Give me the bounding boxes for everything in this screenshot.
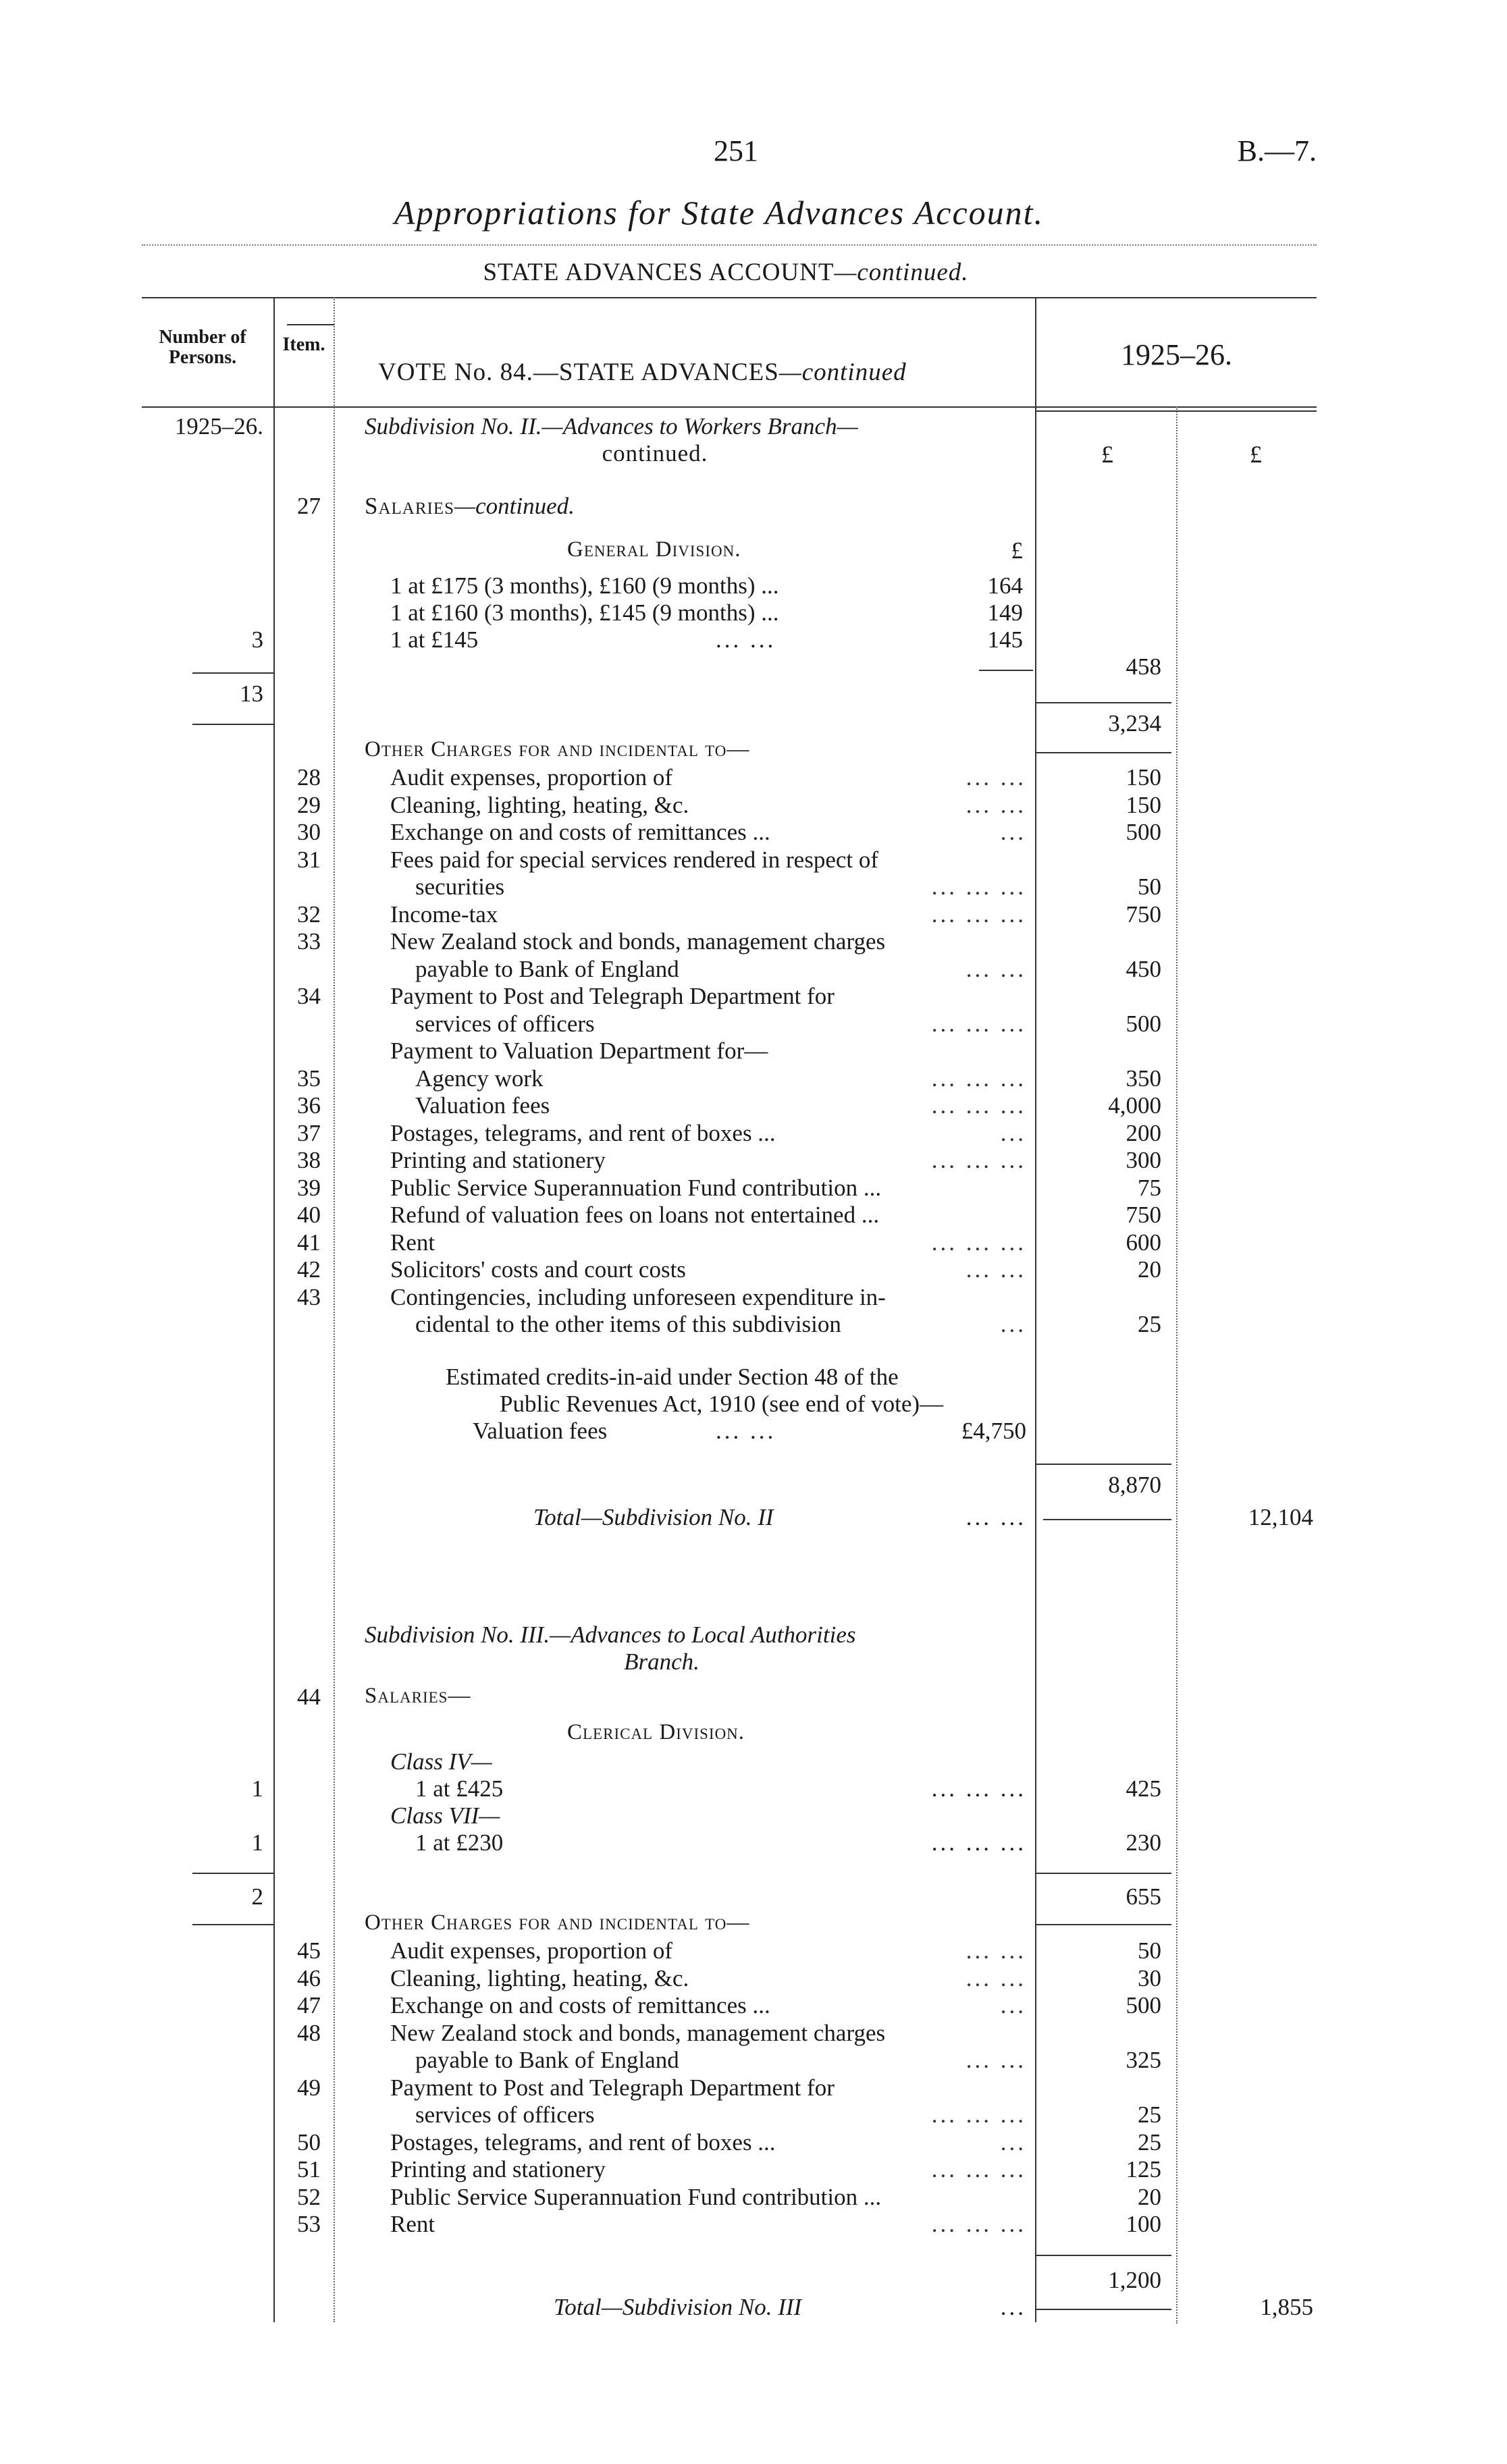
- salaries-total: 458: [1126, 653, 1161, 680]
- inner-total-rule: [979, 670, 1033, 671]
- charge-row: [0, 928, 1507, 955]
- charge-amount: 25: [1138, 2101, 1161, 2128]
- amount-rule: [1036, 1464, 1171, 1465]
- charge-row: [0, 956, 1507, 983]
- class-vii-amount: 230: [1126, 1829, 1161, 1856]
- account-name: STATE ADVANCES ACCOUNT: [483, 259, 835, 286]
- charge-description: payable to Bank of England: [415, 2047, 679, 2073]
- charge-description: services of officers: [415, 1010, 595, 1037]
- credits-dots: ... ...: [716, 1418, 776, 1444]
- charge-description: payable to Bank of England: [415, 955, 679, 982]
- charge-amount: 500: [1126, 1992, 1161, 2018]
- charges-total: 1,200: [1108, 2267, 1161, 2293]
- leader-dots: ... ...: [966, 791, 1026, 818]
- charge-description: Payment to Valuation Department for—: [390, 1038, 768, 1064]
- charge-row: [0, 792, 1507, 819]
- charge-row: [0, 874, 1507, 901]
- charge-amount: 25: [1138, 1311, 1161, 1337]
- subdivision-iii-charges: [0, 1937, 1507, 2255]
- charge-amount: 25: [1138, 2128, 1161, 2155]
- charge-description: Exchange on and costs of remittances ...: [390, 819, 770, 845]
- number-of-persons-header: Number of Persons.: [159, 327, 246, 368]
- charge-item-number: 36: [297, 1092, 321, 1119]
- salaries-suffix: —continued.: [454, 493, 575, 519]
- charge-item-number: 31: [297, 846, 321, 873]
- class-iv-heading: Class IV—: [390, 1748, 492, 1775]
- year-header: 1925–26.: [1121, 338, 1232, 371]
- charge-description: Income-tax: [390, 901, 498, 928]
- persons-year: 1925–26.: [174, 413, 263, 439]
- charge-item-number: 37: [297, 1119, 321, 1146]
- charge-item-number: 30: [297, 819, 321, 845]
- leader-dots: ... ...: [966, 2047, 1026, 2073]
- charge-amount: 600: [1126, 1229, 1161, 1256]
- charge-row: [0, 2047, 1507, 2074]
- persons-total-rule: [192, 1873, 273, 1874]
- charge-description: securities: [415, 874, 505, 900]
- charge-row: [0, 847, 1507, 874]
- charge-description: Audit expenses, proportion of: [390, 764, 672, 791]
- persons-total: 2: [251, 1883, 263, 1910]
- item-header-rule: [287, 324, 334, 325]
- persons-total: 13: [240, 680, 263, 707]
- charge-amount: 100: [1126, 2211, 1161, 2237]
- charge-item-number: 34: [297, 983, 321, 1009]
- salary-row-persons: 3: [251, 626, 263, 653]
- salaries-heading: Salaries—: [365, 1684, 471, 1708]
- charge-item-number: 39: [297, 1174, 321, 1201]
- charge-item-number: 42: [297, 1256, 321, 1283]
- charge-item-number: 43: [297, 1283, 321, 1310]
- subdivision-iii-title-cont: Branch.: [624, 1649, 699, 1675]
- charge-item-number: 50: [297, 2128, 321, 2155]
- charge-row: [0, 1256, 1507, 1283]
- amount-rule: [1036, 2255, 1171, 2256]
- charge-item-number: 46: [297, 1964, 321, 1991]
- charge-description: Cleaning, lighting, heating, &c.: [390, 791, 689, 818]
- charge-row: [0, 1120, 1507, 1147]
- subdivision-ii-charges: [0, 764, 1507, 1338]
- salary-row-amount: 164: [987, 572, 1023, 599]
- salary-row-desc: 1 at £160 (3 months), £145 (9 months) ...: [390, 599, 779, 626]
- leader-dots: ...: [1000, 1311, 1026, 1337]
- amount-rule: [1036, 1873, 1171, 1874]
- charge-row: [0, 1038, 1507, 1065]
- class-iv-persons: 1: [251, 1775, 263, 1802]
- item-header: Item.: [282, 334, 325, 355]
- clerical-division-heading: Clerical Division.: [567, 1720, 745, 1744]
- leader-dots: ... ... ...: [931, 874, 1026, 900]
- running-total: 3,234: [1108, 710, 1161, 736]
- charge-amount: 450: [1126, 955, 1161, 982]
- charge-row: [0, 2211, 1507, 2238]
- charge-item-number: 48: [297, 2019, 321, 2046]
- charge-description: Postages, telegrams, and rent of boxes ...: [390, 1119, 776, 1146]
- amount-rule: [1043, 1519, 1171, 1520]
- amount-rule: [1036, 752, 1171, 753]
- charge-description: Agency work: [415, 1065, 544, 1092]
- salaries-total: 655: [1126, 1883, 1161, 1910]
- document-reference: B.—7.: [1237, 134, 1317, 167]
- charge-row: [0, 1937, 1507, 1964]
- charge-row: [0, 1992, 1507, 2019]
- charge-row: [0, 2129, 1507, 2156]
- vote-header: [378, 358, 907, 387]
- charge-row: [0, 1965, 1507, 1992]
- charge-item-number: 38: [297, 1147, 321, 1173]
- leader-dots: ... ... ...: [931, 1229, 1026, 1256]
- leader-dots: ...: [1000, 1992, 1026, 2018]
- other-charges-heading: Other Charges for and incidental to—: [365, 737, 750, 761]
- charge-amount: 750: [1126, 901, 1161, 928]
- leader-dots: ...: [1000, 2128, 1026, 2155]
- amount-rule: [1036, 1924, 1171, 1925]
- amount-rule: [1036, 2309, 1171, 2310]
- leader-dots: ... ...: [966, 1937, 1026, 1964]
- leader-dots: ... ...: [966, 955, 1026, 982]
- leader-dots: ... ... ...: [931, 2156, 1026, 2182]
- class-iv-dots: ... ... ...: [931, 1775, 1026, 1802]
- charge-item-number: 29: [297, 791, 321, 818]
- charge-description: Valuation fees: [415, 1092, 550, 1119]
- salary-row-dots: ... ...: [716, 626, 776, 653]
- charge-description: Public Service Superannuation Fund contribution ...: [390, 1174, 882, 1201]
- charge-row: [0, 2101, 1507, 2128]
- credits-amount: £4,750: [961, 1418, 1026, 1444]
- charge-amount: 150: [1126, 791, 1161, 818]
- leader-dots: ... ...: [966, 764, 1026, 791]
- leader-dots: ... ...: [966, 1964, 1026, 1991]
- salaries-label: Salaries: [365, 493, 455, 519]
- leader-dots: ... ... ...: [931, 901, 1026, 928]
- leader-dots: ...: [1000, 1119, 1026, 1146]
- class-vii-heading: Class VII—: [390, 1802, 500, 1829]
- account-suffix: —continued.: [834, 259, 969, 286]
- total-dots: ... ...: [966, 1504, 1026, 1530]
- charge-description: Exchange on and costs of remittances ...: [390, 1992, 770, 2018]
- charge-row: [0, 1065, 1507, 1092]
- charge-description: Solicitors' costs and court costs: [390, 1256, 686, 1283]
- credits-line-2: Public Revenues Act, 1910 (see end of vote)—: [500, 1391, 944, 1417]
- charge-description: Refund of valuation fees on loans not entertained ...: [390, 1202, 880, 1228]
- vote-title: VOTE No. 84.—STATE ADVANCES: [378, 358, 779, 386]
- charge-row: [0, 1147, 1507, 1174]
- charge-row: [0, 1011, 1507, 1038]
- charge-row: [0, 2020, 1507, 2047]
- charge-item-number: 35: [297, 1065, 321, 1092]
- charge-amount: 125: [1126, 2156, 1161, 2182]
- persons-total-rule: [192, 724, 273, 725]
- charge-row: [0, 2074, 1507, 2101]
- charge-item-number: 33: [297, 928, 321, 955]
- charge-description: Public Service Superannuation Fund contribution ...: [390, 2183, 882, 2210]
- charge-row: [0, 901, 1507, 928]
- table-header-rule: [142, 406, 1317, 408]
- charge-item-number: 47: [297, 1992, 321, 2018]
- charge-row: [0, 1202, 1507, 1229]
- charge-item-number: 41: [297, 1229, 321, 1256]
- charge-item-number: 52: [297, 2183, 321, 2210]
- charge-description: Payment to Post and Telegraph Department for: [390, 2074, 835, 2101]
- class-vii-dots: ... ... ...: [931, 1829, 1026, 1856]
- charge-item-number: 28: [297, 764, 321, 791]
- charge-amount: 200: [1126, 1119, 1161, 1146]
- pound-rule: [1036, 410, 1317, 412]
- charge-description: Postages, telegrams, and rent of boxes ...: [390, 2128, 776, 2155]
- charge-description: services of officers: [415, 2101, 595, 2128]
- charge-item-number: 40: [297, 1202, 321, 1228]
- charge-row: [0, 1284, 1507, 1311]
- account-heading: [203, 258, 1249, 287]
- subdivision-ii-total-label: Total—Subdivision No. II: [533, 1504, 774, 1530]
- charge-row: [0, 2156, 1507, 2183]
- charge-amount: 150: [1126, 764, 1161, 791]
- subdivision-ii-title-cont: continued.: [602, 440, 708, 466]
- total-dots: ...: [1000, 2294, 1026, 2320]
- charge-amount: 20: [1138, 2183, 1161, 2210]
- class-vii-desc: 1 at £230: [415, 1829, 504, 1856]
- leader-dots: ... ... ...: [931, 2211, 1026, 2237]
- charge-amount: 50: [1138, 1937, 1161, 1964]
- other-charges-heading: Other Charges for and incidental to—: [365, 1910, 750, 1935]
- charge-row: [0, 1311, 1507, 1338]
- vote-suffix: —continued: [778, 358, 907, 386]
- credits-line-3: Valuation fees: [473, 1418, 608, 1444]
- subdivision-iii-total-label: Total—Subdivision No. III: [554, 2294, 802, 2320]
- charge-item-number: 51: [297, 2156, 321, 2182]
- charge-item-number: 53: [297, 2211, 321, 2237]
- charge-amount: 325: [1126, 2047, 1161, 2073]
- page-number: 251: [714, 134, 758, 167]
- charge-description: New Zealand stock and bonds, management charges: [390, 928, 886, 955]
- charge-amount: 50: [1138, 874, 1161, 900]
- table-top-rule: [142, 297, 1317, 298]
- charge-amount: 350: [1126, 1065, 1161, 1092]
- salary-row-desc: 1 at £145: [390, 626, 479, 653]
- salaries-heading: [365, 493, 575, 520]
- persons-total-rule: [192, 672, 273, 674]
- salary-row-desc: 1 at £175 (3 months), £160 (9 months) ...: [390, 572, 779, 599]
- pound-symbol-2: £: [1250, 441, 1262, 468]
- charge-amount: 500: [1126, 1010, 1161, 1037]
- charge-item-number: 49: [297, 2074, 321, 2101]
- charge-row: [0, 764, 1507, 791]
- salary-row-amount: 145: [987, 626, 1023, 653]
- general-division-heading: General Division.: [567, 537, 741, 562]
- charge-amount: 4,000: [1108, 1092, 1161, 1119]
- charge-row: [0, 983, 1507, 1010]
- leader-dots: ...: [1000, 819, 1026, 845]
- charge-description: Payment to Post and Telegraph Department for: [390, 983, 835, 1009]
- charge-amount: 30: [1138, 1964, 1161, 1991]
- page-title: Appropriations for State Advances Account.: [394, 194, 1045, 232]
- charge-item-number: 32: [297, 901, 321, 928]
- charge-description: New Zealand stock and bonds, management charges: [390, 2019, 886, 2046]
- charge-amount: 750: [1126, 1202, 1161, 1228]
- charge-description: Cleaning, lighting, heating, &c.: [390, 1964, 689, 1991]
- leader-dots: ... ... ...: [931, 1147, 1026, 1173]
- charge-row: [0, 2184, 1507, 2211]
- charge-description: Printing and stationery: [390, 2156, 606, 2182]
- pound-symbol-1: £: [1101, 441, 1113, 468]
- subdivision-iii-title: Subdivision No. III.—Advances to Local Authorities: [365, 1622, 856, 1648]
- charge-item-number: 45: [297, 1937, 321, 1964]
- charge-row: [0, 1175, 1507, 1202]
- charges-total: 8,870: [1108, 1472, 1161, 1498]
- charge-description: cidental to the other items of this subdivision: [415, 1311, 841, 1337]
- leader-dots: ... ... ...: [931, 2101, 1026, 2128]
- charge-amount: 20: [1138, 1256, 1161, 1283]
- charge-row: [0, 1092, 1507, 1119]
- class-iv-desc: 1 at £425: [415, 1775, 504, 1802]
- credits-line-1: Estimated credits-in-aid under Section 48 of the: [446, 1364, 899, 1390]
- charge-row: [0, 819, 1507, 846]
- charge-row: [0, 1229, 1507, 1256]
- leader-dots: ... ... ...: [931, 1092, 1026, 1119]
- charge-amount: 75: [1138, 1174, 1161, 1201]
- title-rule: [142, 244, 1317, 246]
- inner-pound-symbol: £: [1011, 537, 1023, 564]
- persons-total-rule: [192, 1924, 273, 1925]
- charge-description: Audit expenses, proportion of: [390, 1937, 672, 1964]
- subdivision-iii-total: 1,855: [1260, 2294, 1313, 2320]
- charge-description: Rent: [390, 2211, 435, 2237]
- salaries-item: 27: [297, 493, 321, 519]
- charge-description: Fees paid for special services rendered in respect of: [390, 846, 879, 873]
- charge-amount: 500: [1126, 819, 1161, 845]
- leader-dots: ... ...: [966, 1256, 1026, 1283]
- class-iv-amount: 425: [1126, 1775, 1161, 1802]
- charge-description: Printing and stationery: [390, 1147, 606, 1173]
- class-vii-persons: 1: [251, 1829, 263, 1856]
- charge-description: Contingencies, including unforeseen expenditure in-: [390, 1283, 886, 1310]
- salaries-item: 44: [297, 1684, 321, 1710]
- subdivision-ii-title: Subdivision No. II.—Advances to Workers Branch—: [365, 413, 858, 439]
- leader-dots: ... ... ...: [931, 1065, 1026, 1092]
- charge-amount: 300: [1126, 1147, 1161, 1173]
- amount-rule: [1036, 702, 1171, 703]
- salary-row-amount: 149: [987, 599, 1023, 626]
- leader-dots: ... ... ...: [931, 1010, 1026, 1037]
- charge-description: Rent: [390, 1229, 435, 1256]
- subdivision-ii-total: 12,104: [1248, 1504, 1313, 1530]
